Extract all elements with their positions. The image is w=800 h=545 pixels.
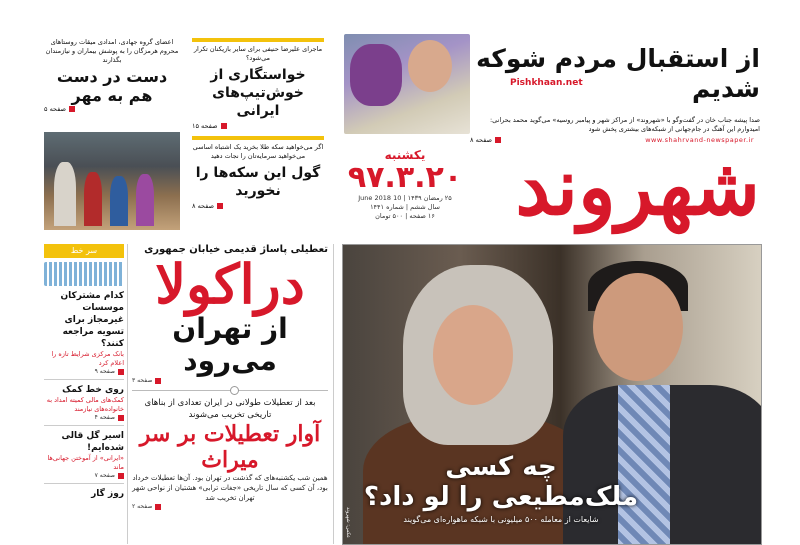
teaser-intro: ماجرای علیرضا حنیفی برای سایر بازیکنان تکرار می‌شود؟	[193, 45, 323, 62]
teaser-headline: خواستگاری از خوش‌تیپ‌های ایرانی	[210, 67, 306, 119]
newspaper-logo: شهروند	[515, 142, 760, 233]
sidebar-item[interactable]	[44, 426, 124, 484]
photo-credit: عکس: شهروند	[345, 506, 351, 538]
column-rule	[333, 244, 334, 544]
teaser-story-2[interactable]	[192, 38, 324, 130]
story-headline-2: از تهران می‌رود	[172, 312, 288, 377]
teaser-story-1[interactable]	[44, 38, 180, 130]
teaser-intro: اگر می‌خواهید سکه طلا بخرید یک اشتباه اساسی می‌خواهید سرمایه‌تان را نجات دهید	[192, 143, 324, 160]
column-rule	[127, 244, 128, 544]
second-story[interactable]	[132, 397, 328, 510]
page-ref: صفحه ۱۵	[192, 122, 324, 131]
page-ref: صفحه ۸	[470, 136, 760, 145]
sidebar-item-headline: اسیر گل قالی شده‌ایم!	[61, 431, 124, 453]
story-headline-1: دراکولا	[155, 252, 305, 316]
sidebar-tab: سر خط	[44, 244, 124, 258]
lead-photo	[344, 34, 470, 134]
page-ref: صفحه ۸	[192, 202, 324, 211]
watermark: Pishkhaan.net	[510, 78, 583, 88]
page-ref: صفحه ۳	[132, 377, 328, 384]
sidebar-item[interactable]	[44, 380, 124, 426]
teaser-photo	[44, 132, 180, 230]
photo-face	[433, 305, 513, 405]
sidebar-logo	[44, 262, 124, 286]
lead-body: صدا پیشه جناب خان در گفت‌وگو با «شهروند» از مراکز شهر و پیامبر روسیه» می‌گوید محمد بحرانی: امیدوارم این آهنگ در جام‌جهانی از شبکه‌های بیشتری پخش شود	[489, 116, 760, 133]
sidebar-item-headline: روی خط کمک	[62, 385, 124, 395]
main-story[interactable]	[132, 244, 328, 544]
page-ref: صفحه ۴	[44, 414, 124, 421]
masthead	[330, 138, 760, 238]
story-lead: بعد از تعطیلات طولانی در ایران تعدادی از بناهای تاریخی تخریب می‌شوند	[144, 398, 316, 420]
page-ref: صفحه ۲	[132, 503, 328, 510]
issue-meta-1: ۲۵ رمضان ۱۴۳۹ | 10 June 2018	[358, 194, 452, 202]
sidebar-item-headline: روز گار	[91, 489, 124, 499]
story-kicker: تعطیلی پاساژ قدیمی خیابان جمهوری	[144, 244, 328, 255]
man-face	[408, 40, 452, 92]
sidebar-item-sub: «ایرانی» از آموختن جهانی‌ها ماند	[47, 454, 124, 471]
issue-date-block	[330, 148, 480, 221]
accent-bar	[192, 136, 324, 140]
issue-date: ۹۷.۳.۲۰	[347, 160, 463, 195]
page-ref: صفحه ۵	[44, 105, 180, 114]
teaser-headline: گول این سکه‌ها را نخورید	[195, 165, 321, 199]
weekday: یکشنبه	[384, 148, 426, 162]
sidebar-item-headline: کدام مشترکان موسسات غیرمجاز برای تسویه مراجعه کنند؟	[60, 291, 124, 349]
main-photo[interactable]	[342, 244, 762, 545]
sidebar-item[interactable]	[44, 286, 124, 380]
site-url[interactable]: www.shahrvand-newspaper.ir	[645, 136, 754, 144]
divider	[132, 390, 328, 391]
issue-meta-2: سال ششم | شماره ۱۴۴۱	[370, 203, 440, 211]
sidebar-item-sub: کمک‌های مالی کمیته امداد به خانواده‌های نیازمند	[46, 396, 124, 413]
sidebar-item[interactable]	[44, 484, 124, 504]
issue-meta-3: ۱۶ صفحه | ۵۰۰ تومان	[375, 212, 435, 220]
photo-face	[593, 273, 683, 381]
page-ref: صفحه ۷	[44, 472, 124, 479]
caption-line-1: چه کسی	[445, 452, 557, 482]
sidebar	[44, 244, 124, 544]
caption-sub: شایعات از معامله ۵۰۰ میلیونی با شبکه ماهواره‌ای می‌گویند	[403, 515, 599, 524]
story-headline: آوار تعطیلات بر سر میراث	[139, 421, 321, 473]
story-body: همین شب یکشنبه‌های که گذشت در تهران بود. آن‌ها تعطیلات خرداد بود، آن کسی که سال تاریخی «جغات ترابی» هشتیان از نواحی شهر تهران تخریب شد	[132, 474, 328, 502]
sidebar-item-sub: بانک مرکزی شرایط تازه را اعلام کرد	[51, 350, 124, 367]
teaser-headline: دست در دست هم به مهر	[56, 67, 168, 105]
lead-headline: از استقبال مردم شوکه شدیم	[476, 44, 760, 103]
puppet-figure	[350, 44, 402, 106]
accent-bar	[192, 38, 324, 42]
teaser-intro: اعضای گروه جهادی، امدادی میقات روستاهای محروم هرمزگان را به پوشش بیماران و نیازمندان بگذارند	[45, 38, 179, 64]
caption-line-2: ملک‌مطیعی را لو داد؟	[363, 482, 639, 512]
page-ref: صفحه ۹	[44, 368, 124, 375]
photo-caption	[361, 452, 641, 526]
teaser-story-3[interactable]	[192, 136, 324, 228]
